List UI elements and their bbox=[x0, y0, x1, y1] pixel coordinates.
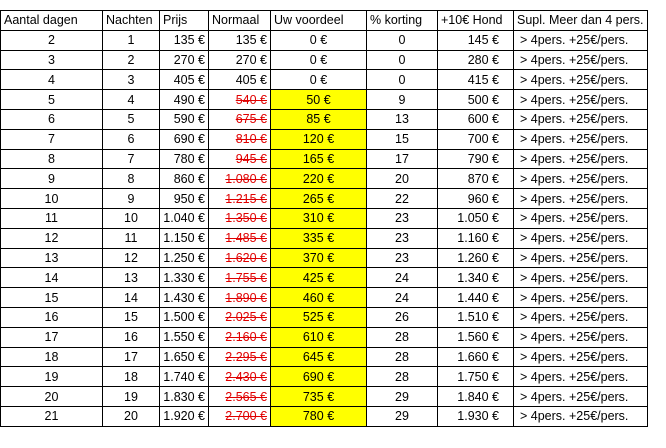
cell-hond: 1.660 € bbox=[438, 347, 514, 367]
price-table bbox=[0, 10, 648, 427]
cell-aantal-dagen: 5 bbox=[1, 90, 103, 110]
cell-prijs: 1.330 € bbox=[160, 268, 209, 288]
cell-normaal: 1.890 € bbox=[209, 288, 271, 308]
table-row bbox=[1, 189, 648, 209]
table-row bbox=[1, 347, 648, 367]
header-row bbox=[1, 11, 648, 31]
cell-uw-voordeel: 425 € bbox=[271, 268, 367, 288]
cell-uw-voordeel: 265 € bbox=[271, 189, 367, 209]
cell-korting: 24 bbox=[367, 268, 438, 288]
cell-korting: 26 bbox=[367, 307, 438, 327]
header-uw-voordeel: Uw voordeel bbox=[271, 11, 367, 31]
cell-korting: 22 bbox=[367, 189, 438, 209]
cell-supplement: > 4pers. +25€/pers. bbox=[514, 406, 648, 426]
cell-prijs: 135 € bbox=[160, 30, 209, 50]
cell-nachten: 18 bbox=[103, 367, 160, 387]
cell-korting: 23 bbox=[367, 208, 438, 228]
cell-nachten: 16 bbox=[103, 327, 160, 347]
cell-aantal-dagen: 20 bbox=[1, 387, 103, 407]
cell-uw-voordeel: 690 € bbox=[271, 367, 367, 387]
cell-uw-voordeel: 0 € bbox=[271, 70, 367, 90]
cell-uw-voordeel: 50 € bbox=[271, 90, 367, 110]
cell-hond: 1.440 € bbox=[438, 288, 514, 308]
cell-supplement: > 4pers. +25€/pers. bbox=[514, 129, 648, 149]
cell-uw-voordeel: 335 € bbox=[271, 228, 367, 248]
table-row bbox=[1, 70, 648, 90]
cell-hond: 500 € bbox=[438, 90, 514, 110]
cell-korting: 23 bbox=[367, 228, 438, 248]
cell-normaal: 2.025 € bbox=[209, 307, 271, 327]
cell-prijs: 1.250 € bbox=[160, 248, 209, 268]
cell-korting: 0 bbox=[367, 70, 438, 90]
header-normaal: Normaal bbox=[209, 11, 271, 31]
cell-korting: 29 bbox=[367, 406, 438, 426]
cell-prijs: 1.920 € bbox=[160, 406, 209, 426]
cell-prijs: 1.150 € bbox=[160, 228, 209, 248]
cell-supplement: > 4pers. +25€/pers. bbox=[514, 327, 648, 347]
cell-uw-voordeel: 220 € bbox=[271, 169, 367, 189]
cell-aantal-dagen: 8 bbox=[1, 149, 103, 169]
cell-aantal-dagen: 10 bbox=[1, 189, 103, 209]
cell-normaal: 270 € bbox=[209, 50, 271, 70]
cell-hond: 790 € bbox=[438, 149, 514, 169]
cell-supplement: > 4pers. +25€/pers. bbox=[514, 30, 648, 50]
cell-hond: 415 € bbox=[438, 70, 514, 90]
cell-nachten: 2 bbox=[103, 50, 160, 70]
cell-hond: 1.840 € bbox=[438, 387, 514, 407]
cell-uw-voordeel: 370 € bbox=[271, 248, 367, 268]
cell-hond: 1.750 € bbox=[438, 367, 514, 387]
cell-korting: 23 bbox=[367, 248, 438, 268]
cell-korting: 13 bbox=[367, 109, 438, 129]
cell-aantal-dagen: 17 bbox=[1, 327, 103, 347]
cell-uw-voordeel: 0 € bbox=[271, 50, 367, 70]
table-row bbox=[1, 327, 648, 347]
cell-aantal-dagen: 15 bbox=[1, 288, 103, 308]
cell-prijs: 1.650 € bbox=[160, 347, 209, 367]
table-row bbox=[1, 367, 648, 387]
cell-normaal: 135 € bbox=[209, 30, 271, 50]
cell-korting: 24 bbox=[367, 288, 438, 308]
cell-nachten: 7 bbox=[103, 149, 160, 169]
cell-nachten: 3 bbox=[103, 70, 160, 90]
cell-normaal: 1.755 € bbox=[209, 268, 271, 288]
cell-supplement: > 4pers. +25€/pers. bbox=[514, 149, 648, 169]
table-row bbox=[1, 208, 648, 228]
cell-uw-voordeel: 0 € bbox=[271, 30, 367, 50]
cell-supplement: > 4pers. +25€/pers. bbox=[514, 248, 648, 268]
cell-uw-voordeel: 120 € bbox=[271, 129, 367, 149]
cell-uw-voordeel: 165 € bbox=[271, 149, 367, 169]
cell-nachten: 10 bbox=[103, 208, 160, 228]
cell-normaal: 540 € bbox=[209, 90, 271, 110]
cell-nachten: 12 bbox=[103, 248, 160, 268]
table-row bbox=[1, 307, 648, 327]
cell-aantal-dagen: 11 bbox=[1, 208, 103, 228]
cell-hond: 1.560 € bbox=[438, 327, 514, 347]
cell-supplement: > 4pers. +25€/pers. bbox=[514, 90, 648, 110]
cell-normaal: 2.295 € bbox=[209, 347, 271, 367]
cell-hond: 280 € bbox=[438, 50, 514, 70]
table-row bbox=[1, 169, 648, 189]
cell-prijs: 860 € bbox=[160, 169, 209, 189]
cell-aantal-dagen: 2 bbox=[1, 30, 103, 50]
cell-aantal-dagen: 7 bbox=[1, 129, 103, 149]
cell-normaal: 1.620 € bbox=[209, 248, 271, 268]
cell-hond: 870 € bbox=[438, 169, 514, 189]
cell-prijs: 1.550 € bbox=[160, 327, 209, 347]
cell-normaal: 1.080 € bbox=[209, 169, 271, 189]
cell-supplement: > 4pers. +25€/pers. bbox=[514, 109, 648, 129]
cell-korting: 29 bbox=[367, 387, 438, 407]
cell-aantal-dagen: 16 bbox=[1, 307, 103, 327]
cell-uw-voordeel: 85 € bbox=[271, 109, 367, 129]
cell-normaal: 2.565 € bbox=[209, 387, 271, 407]
cell-normaal: 2.430 € bbox=[209, 367, 271, 387]
cell-nachten: 15 bbox=[103, 307, 160, 327]
table-row bbox=[1, 228, 648, 248]
cell-normaal: 945 € bbox=[209, 149, 271, 169]
table-row bbox=[1, 248, 648, 268]
cell-prijs: 690 € bbox=[160, 129, 209, 149]
cell-aantal-dagen: 13 bbox=[1, 248, 103, 268]
cell-supplement: > 4pers. +25€/pers. bbox=[514, 307, 648, 327]
cell-supplement: > 4pers. +25€/pers. bbox=[514, 387, 648, 407]
cell-aantal-dagen: 12 bbox=[1, 228, 103, 248]
table-row bbox=[1, 109, 648, 129]
table-row bbox=[1, 387, 648, 407]
cell-nachten: 5 bbox=[103, 109, 160, 129]
cell-normaal: 2.160 € bbox=[209, 327, 271, 347]
cell-korting: 0 bbox=[367, 30, 438, 50]
cell-uw-voordeel: 780 € bbox=[271, 406, 367, 426]
cell-prijs: 1.040 € bbox=[160, 208, 209, 228]
cell-korting: 28 bbox=[367, 327, 438, 347]
cell-hond: 145 € bbox=[438, 30, 514, 50]
cell-korting: 9 bbox=[367, 90, 438, 110]
cell-normaal: 1.215 € bbox=[209, 189, 271, 209]
cell-nachten: 8 bbox=[103, 169, 160, 189]
table-row bbox=[1, 149, 648, 169]
cell-uw-voordeel: 525 € bbox=[271, 307, 367, 327]
cell-prijs: 1.430 € bbox=[160, 288, 209, 308]
header-prijs: Prijs bbox=[160, 11, 209, 31]
cell-normaal: 405 € bbox=[209, 70, 271, 90]
cell-prijs: 405 € bbox=[160, 70, 209, 90]
cell-aantal-dagen: 18 bbox=[1, 347, 103, 367]
cell-uw-voordeel: 735 € bbox=[271, 387, 367, 407]
cell-nachten: 14 bbox=[103, 288, 160, 308]
cell-nachten: 9 bbox=[103, 189, 160, 209]
cell-supplement: > 4pers. +25€/pers. bbox=[514, 169, 648, 189]
header-supplement: Supl. Meer dan 4 pers. bbox=[514, 11, 648, 31]
cell-aantal-dagen: 19 bbox=[1, 367, 103, 387]
cell-normaal: 1.485 € bbox=[209, 228, 271, 248]
cell-aantal-dagen: 21 bbox=[1, 406, 103, 426]
cell-korting: 0 bbox=[367, 50, 438, 70]
table-row bbox=[1, 406, 648, 426]
cell-prijs: 780 € bbox=[160, 149, 209, 169]
cell-hond: 600 € bbox=[438, 109, 514, 129]
cell-normaal: 2.700 € bbox=[209, 406, 271, 426]
cell-uw-voordeel: 460 € bbox=[271, 288, 367, 308]
cell-supplement: > 4pers. +25€/pers. bbox=[514, 70, 648, 90]
header-nachten: Nachten bbox=[103, 11, 160, 31]
cell-prijs: 1.740 € bbox=[160, 367, 209, 387]
cell-nachten: 11 bbox=[103, 228, 160, 248]
cell-korting: 28 bbox=[367, 367, 438, 387]
cell-nachten: 20 bbox=[103, 406, 160, 426]
cell-prijs: 1.500 € bbox=[160, 307, 209, 327]
cell-nachten: 4 bbox=[103, 90, 160, 110]
cell-nachten: 1 bbox=[103, 30, 160, 50]
table-row bbox=[1, 30, 648, 50]
cell-supplement: > 4pers. +25€/pers. bbox=[514, 208, 648, 228]
table-row bbox=[1, 50, 648, 70]
cell-hond: 1.050 € bbox=[438, 208, 514, 228]
cell-supplement: > 4pers. +25€/pers. bbox=[514, 347, 648, 367]
cell-aantal-dagen: 9 bbox=[1, 169, 103, 189]
cell-hond: 1.340 € bbox=[438, 268, 514, 288]
table-row bbox=[1, 90, 648, 110]
table-row bbox=[1, 268, 648, 288]
cell-nachten: 6 bbox=[103, 129, 160, 149]
cell-hond: 1.160 € bbox=[438, 228, 514, 248]
cell-prijs: 490 € bbox=[160, 90, 209, 110]
cell-korting: 20 bbox=[367, 169, 438, 189]
cell-nachten: 19 bbox=[103, 387, 160, 407]
cell-aantal-dagen: 3 bbox=[1, 50, 103, 70]
cell-hond: 1.510 € bbox=[438, 307, 514, 327]
cell-hond: 700 € bbox=[438, 129, 514, 149]
cell-uw-voordeel: 610 € bbox=[271, 327, 367, 347]
cell-normaal: 1.350 € bbox=[209, 208, 271, 228]
header-aantal-dagen: Aantal dagen bbox=[1, 11, 103, 31]
cell-prijs: 270 € bbox=[160, 50, 209, 70]
cell-supplement: > 4pers. +25€/pers. bbox=[514, 228, 648, 248]
cell-prijs: 950 € bbox=[160, 189, 209, 209]
cell-normaal: 810 € bbox=[209, 129, 271, 149]
cell-supplement: > 4pers. +25€/pers. bbox=[514, 50, 648, 70]
cell-korting: 28 bbox=[367, 347, 438, 367]
cell-aantal-dagen: 6 bbox=[1, 109, 103, 129]
cell-nachten: 17 bbox=[103, 347, 160, 367]
table-row bbox=[1, 288, 648, 308]
table-row bbox=[1, 129, 648, 149]
header-korting: % korting bbox=[367, 11, 438, 31]
cell-prijs: 1.830 € bbox=[160, 387, 209, 407]
cell-normaal: 675 € bbox=[209, 109, 271, 129]
cell-korting: 15 bbox=[367, 129, 438, 149]
cell-uw-voordeel: 645 € bbox=[271, 347, 367, 367]
header-hond: +10€ Hond bbox=[438, 11, 514, 31]
cell-hond: 960 € bbox=[438, 189, 514, 209]
cell-aantal-dagen: 14 bbox=[1, 268, 103, 288]
cell-supplement: > 4pers. +25€/pers. bbox=[514, 268, 648, 288]
cell-nachten: 13 bbox=[103, 268, 160, 288]
cell-korting: 17 bbox=[367, 149, 438, 169]
cell-supplement: > 4pers. +25€/pers. bbox=[514, 288, 648, 308]
cell-aantal-dagen: 4 bbox=[1, 70, 103, 90]
cell-hond: 1.930 € bbox=[438, 406, 514, 426]
cell-uw-voordeel: 310 € bbox=[271, 208, 367, 228]
cell-hond: 1.260 € bbox=[438, 248, 514, 268]
cell-prijs: 590 € bbox=[160, 109, 209, 129]
cell-supplement: > 4pers. +25€/pers. bbox=[514, 367, 648, 387]
cell-supplement: > 4pers. +25€/pers. bbox=[514, 189, 648, 209]
